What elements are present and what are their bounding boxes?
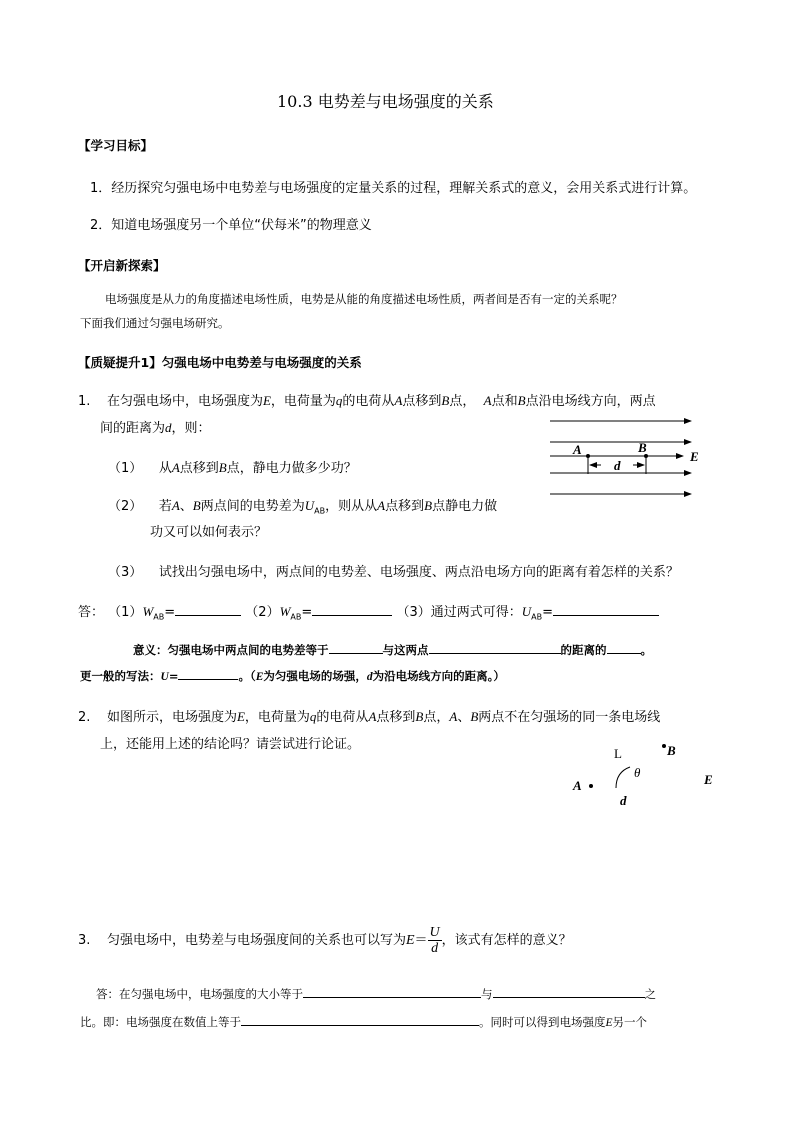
general-text: 为沿电场线方向的距离。）: [372, 669, 505, 683]
q1-sub-2-line-2: 功又可以如何表示？: [150, 525, 268, 540]
meaning-text: 意义：匀强电场中两点间的电势差等于: [133, 643, 329, 657]
point-b-dot: [662, 744, 666, 748]
q1-sub-number: （3）: [108, 565, 143, 580]
answer-blank-3[interactable]: [553, 602, 659, 616]
page-title: 10.3 电势差与电场强度的关系: [277, 92, 494, 111]
answer-sub-ab: AB: [531, 612, 543, 622]
fig2-label-e: E: [704, 772, 713, 787]
q1-var-d: d: [165, 420, 172, 435]
q2-text: 点移到: [376, 710, 416, 725]
q1-var-b: B: [218, 460, 227, 475]
answer-blank-2[interactable]: [312, 602, 392, 616]
general-var-u: U: [160, 671, 169, 683]
q1-text: 从: [158, 461, 172, 476]
q1-var-a: A: [377, 498, 386, 513]
q1-var-b: B: [441, 393, 450, 408]
q1-var-a: A: [394, 393, 403, 408]
q1-var-b: B: [424, 498, 433, 513]
q1-text: 的电荷从: [342, 394, 395, 409]
q2-var-q: q: [309, 709, 317, 724]
section-inquiry-1: 【质疑提升1】匀强电场中电势差与电场强度的关系: [78, 355, 362, 370]
q1-var-a: A: [171, 460, 180, 475]
meaning-text: 的距离的: [560, 643, 607, 657]
q2-text: 如图所示，电场强度为: [106, 710, 237, 725]
q1-var-a: A: [483, 393, 492, 408]
fig2-label-b: B: [667, 743, 676, 758]
q2-var-b: B: [415, 709, 424, 724]
q1-text: 点移到: [402, 394, 442, 409]
answer-eq: =: [164, 605, 176, 620]
meaning-text: 与这两点: [382, 643, 429, 657]
answer3-text: 另一个: [612, 1015, 648, 1029]
q1-sub-2: [108, 495, 497, 516]
answer3-blank-1[interactable]: [303, 984, 481, 998]
general-var-d: d: [366, 671, 373, 683]
answer3-text: 。同时可以得到电场强度: [479, 1015, 606, 1029]
general-text: 更一般的写法：: [80, 669, 161, 683]
answer-3-line-2: [80, 1012, 647, 1030]
q3-text: 匀强电场中，电势差与电场强度间的关系也可以写为: [106, 933, 406, 948]
q3-number: 3.: [78, 933, 91, 948]
general-blank[interactable]: [178, 666, 238, 680]
answer3-blank-2[interactable]: [493, 984, 645, 998]
q2-var-b: B: [470, 709, 479, 724]
q1-text: 点和: [491, 394, 518, 409]
q1-text: 点，静电力做多少功？: [226, 461, 357, 476]
q2-var-a: A: [368, 709, 377, 724]
objective-2: 2．知道电场强度另一个单位“伏每米”的物理意义: [90, 218, 372, 233]
meaning-line: [133, 640, 652, 658]
explore-line-1: 电场强度是从力的角度描述电场性质，电势是从能的角度描述电场性质，两者间是否有一定的关系呢？: [105, 292, 623, 306]
general-eq: =: [168, 669, 179, 683]
q1-text: 点移到: [385, 499, 425, 514]
q1-text: 间的距离为: [100, 421, 166, 436]
answer-eq: =: [542, 605, 553, 620]
meaning-blank-3[interactable]: [607, 640, 641, 654]
q1-text: 若: [158, 499, 172, 514]
general-text: 为匀强电场的场强，: [263, 669, 367, 683]
point-a-dot: [586, 454, 590, 458]
q1-text: 、: [179, 499, 193, 514]
q1-sub-1: [108, 457, 357, 476]
fig2-label-theta: θ: [634, 765, 641, 780]
answer-part: （3）通过两式可得：: [396, 605, 522, 620]
q2-line-2: 上，还能用上述的结论吗？请尝试进行论证。: [100, 737, 361, 752]
q2-text: 点，: [423, 710, 450, 725]
q2-line-1: [78, 706, 660, 725]
answer-sub-ab: AB: [153, 612, 165, 622]
q3-var-e: E: [405, 933, 415, 948]
q1-line-2: [100, 417, 211, 436]
q1-sub-3: [108, 561, 679, 580]
q2-var-e: E: [236, 709, 245, 724]
answer-part: （1）: [108, 605, 143, 620]
q1-line-1: [78, 390, 656, 409]
section-objectives: 【学习目标】: [78, 138, 154, 153]
q3-eq: ＝: [414, 933, 428, 948]
q1-number: 1.: [78, 394, 91, 409]
q1-text: 在匀强电场中，电场强度为: [106, 394, 263, 409]
answer3-text: 答：在匀强电场中，电场强度的大小等于: [96, 987, 303, 1001]
answer3-var-e: E: [605, 1017, 613, 1029]
q3-fraction: [428, 925, 442, 956]
answer-sub-ab: AB: [290, 612, 302, 622]
answer-var-w: W: [279, 604, 291, 619]
general-form-line: [80, 666, 505, 684]
q1-text: 点静电力做: [432, 499, 498, 514]
q1-var-b: B: [192, 498, 201, 513]
q3-denominator: d: [431, 941, 439, 956]
q1-sub-number: （1）: [108, 461, 143, 476]
q1-var-u: U: [304, 498, 315, 513]
q1-text: 两点间的电势差为: [200, 499, 305, 514]
answer-label: 答：: [78, 605, 105, 620]
answer-blank-1[interactable]: [175, 602, 241, 616]
section-explore: 【开启新探索】: [78, 258, 166, 273]
answer-eq: =: [301, 605, 313, 620]
answer3-text: 与: [481, 987, 493, 1001]
q2-var-a: A: [449, 709, 458, 724]
fig2-label-a: A: [573, 778, 582, 793]
q1-text: ，则：: [171, 421, 211, 436]
fig1-label-e: E: [690, 449, 699, 464]
answer-1-line: [78, 601, 659, 622]
q1-text: 试找出匀强电场中，两点间的电势差、电场强度、两点沿电场方向的距离有着怎样的关系？: [158, 565, 679, 580]
fig1-label-a: A: [573, 442, 582, 457]
meaning-text: 。: [640, 643, 652, 657]
q1-sub-ab: AB: [314, 506, 326, 516]
explore-line-2: 下面我们通过匀强电场研究。: [80, 316, 230, 330]
q1-var-a: A: [171, 498, 180, 513]
q3-line: [78, 925, 572, 956]
objective-1: 1．经历探究匀强电场中电势差与电场强度的定量关系的过程，理解关系式的意义，会用关系式进行计算。: [90, 181, 697, 196]
answer-var-w: W: [142, 604, 154, 619]
q3-text: ，该式有怎样的意义？: [441, 933, 572, 948]
q1-var-q: q: [335, 393, 343, 408]
q2-text: 两点不在匀强场的同一条电场线: [478, 710, 661, 725]
answer-var-u: U: [521, 604, 532, 619]
answer-part: （2）: [245, 605, 280, 620]
angle-arc: [616, 767, 630, 788]
fig2-label-l: L: [614, 746, 622, 761]
answer3-text: 之: [644, 987, 656, 1001]
q3-numerator: U: [429, 925, 440, 940]
q1-text: ，电荷量为: [270, 394, 336, 409]
meaning-blank-1[interactable]: [329, 640, 383, 654]
answer3-blank-3[interactable]: [241, 1012, 479, 1026]
q1-sub-number: （2）: [108, 499, 143, 514]
q2-text: 、: [457, 710, 471, 725]
fig1-label-d: d: [614, 458, 621, 473]
q1-var-b: B: [517, 393, 526, 408]
q2-text: 的电荷从: [316, 710, 369, 725]
q1-text: 点沿电场线方向，两点: [525, 394, 656, 409]
general-text: 。（: [238, 669, 256, 683]
answer-3-line-1: [96, 984, 656, 1002]
q1-text: 点移到: [179, 461, 219, 476]
fig1-label-b: B: [638, 440, 647, 455]
meaning-blank-2[interactable]: [429, 640, 561, 654]
q1-text: 点，: [449, 394, 476, 409]
q1-var-e: E: [262, 393, 271, 408]
q2-text: ，电荷量为: [244, 710, 310, 725]
point-a-dot: [589, 784, 593, 788]
q2-number: 2.: [78, 710, 91, 725]
general-var-e: E: [255, 671, 264, 683]
fig2-label-d: d: [620, 793, 627, 808]
q1-text: ，则从从: [325, 499, 378, 514]
answer3-text: 比。即：电场强度在数值上等于: [80, 1015, 241, 1029]
